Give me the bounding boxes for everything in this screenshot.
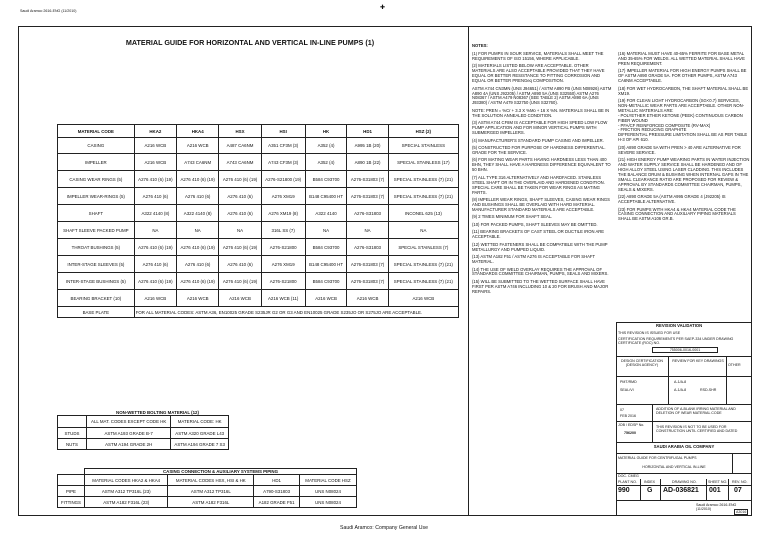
table-cell: A276 410 (6): [177, 256, 219, 273]
notes-heading: NOTES:: [472, 43, 488, 48]
row-label: INTER-STAGE SLEEVES (5): [58, 256, 135, 273]
note-item: (12) WETTED FASTENERS SHALL BE COMPATIBLE WITH THE PUMP METALLURGY AND PUMPED LIQUID.: [472, 241, 608, 252]
note-item: (13) ASTM A182 F51 / ASTM A276 IS ACCEPTABLE FOR SHAFT MATERIAL.: [472, 254, 595, 265]
table-cell: ASTM A182 F316L: [168, 497, 254, 508]
table-cell: A743 CA6NM: [177, 154, 219, 171]
material-header-3: HSX: [219, 125, 261, 138]
table-cell: A352 (4): [305, 138, 347, 154]
table-cell: A322 4140 (8): [134, 205, 176, 222]
table-cell: A276 410 (6): [219, 205, 261, 222]
note-item: NOTE: PREN = %Cr + 3.3 X %Mo + 16 X %N. MATERIALS SHALL BE IN THE SOLUTION ANNEALED CONDITION.: [472, 107, 610, 118]
table-cell: NA: [388, 222, 458, 239]
note-item: (18) FOR WET HYDROCARBON, THE SHAFT MATERIAL SHALL BE XM19.: [618, 85, 749, 96]
note-item: (6) FOR MATING WEAR PARTS HAVING HARDNESS LESS THAN 400 BHN, THEY SHALL HAVE A HARDNESS DIFFERENCE EQUIVALENT TO 50 BHN.: [472, 157, 611, 173]
company-name: SAUDI ARABIA OIL COMPANY: [653, 444, 715, 449]
table-row: [58, 154, 459, 171]
table-cell: A276-S31803 (7): [347, 256, 388, 273]
row-label: BEARING BRACKET (10): [58, 290, 135, 307]
other-label: OTHER: [728, 363, 741, 367]
material-table-body: [58, 138, 459, 318]
dept-c: SEAL/VI: [620, 388, 634, 392]
top-mark-icon: ✚: [380, 5, 386, 11]
bolting-table: [57, 410, 229, 450]
table-cell: A276 410 (6): [219, 256, 261, 273]
title-block: [616, 322, 752, 516]
table-row: [58, 256, 459, 273]
table-cell: A216 WCB: [134, 154, 176, 171]
row-label: INTER-STAGE BUSHINGS (5): [58, 273, 135, 290]
material-table: [57, 124, 459, 318]
table-cell: A216 WCB: [177, 290, 219, 307]
row-label: IMPELLER: [58, 154, 135, 171]
table-cell: A216 WCB: [388, 290, 458, 307]
note-item: (20) A890 GRADE 5A WITH PREN > 40 ARE ALTERNATIVE FOR SEVERE SERVICE.: [618, 144, 741, 155]
table-cell: NA: [177, 222, 219, 239]
row-label: BASE PLATE: [58, 307, 135, 318]
table-cell: UNS N08024: [299, 497, 356, 508]
row-label: THROAT BUSHINGS (5): [58, 239, 135, 256]
table-cell: A276 XM19: [261, 188, 305, 205]
table-cell: A276 410 (6): [134, 188, 176, 205]
index-header: INDEX: [644, 480, 655, 484]
note-item: (19) FOR CLEAN LIGHT HYDROCARBON (SG<0.7) SERVICES, NON-METALLIC WEAR PARTS ARE ACCEPTABLE. OTHER NON-METALLIC MATERIALS ARE: - POLYETHER ETHER KETONE (PEEK) CONTINUOUS CARBON FIBER WOUND - PFA/CF REINFORCED COMPOSITE (RV-MAX) - FRICTION REDUCING GRAPHITE DIFFERENTIAL PRESSURE LIMITATION SHALL BE AS PER TABLE H-3 OF API 610.: [618, 98, 748, 143]
bolting-col2: MATERIAL CODE: HK: [171, 416, 229, 428]
table-cell: B148 C95400 HT: [305, 256, 347, 273]
note-item: (17) IMPELLER MATERIAL FOR HIGH ENERGY PUMPS SHALL BE OF ASTM A890 GRADE 5A. FOR OTHER PUMPS, ASTM A743 CA6NM ACCEPTABLE.: [618, 68, 747, 84]
material-header-0: MATERIAL CODE: [58, 125, 135, 138]
table-cell: A276-S21800: [261, 239, 305, 256]
material-header-6: HD1: [347, 125, 388, 138]
revision-big: 07: [734, 487, 742, 494]
note-item: ASTM A744 CN3MN (UNS J94651) / ASTM A890 FB (UNS N08926) ASTM A890 4A (UNS J92205) / ASTM A890 5A (UNS S32550) ASTM A276 N08367 / ASTM A479 N08367 (SEE TABLE 2) ASTM A890 6A (UNS J93380) / ASTM A479 S32750 (UNS S32760).: [472, 85, 612, 106]
table-cell: A276-S21800 (19): [261, 171, 305, 188]
note-item: (16) MATERIAL MUST HAVE 40-65% FERRITE FOR BASE METAL AND 35-65% FOR WELDS. ALL WETTED MATERIAL SHALL HAVE PREN REQUIREMENT.: [618, 52, 745, 66]
table-cell: A216 WCB: [305, 290, 347, 307]
notes-column-2: [618, 52, 750, 320]
table-cell: A790-S31803: [254, 486, 300, 497]
design-cert-label: DESIGN CERTIFICATION (DESIGN AGENCY): [621, 359, 663, 368]
table-cell: A276 410 (6) (19): [219, 239, 261, 256]
this-revision-text: THIS REVISION IS ISSUED FOR USE: [618, 331, 681, 335]
table-cell: SPECIAL STAINLESS (7): [388, 239, 458, 256]
dept-d: A-1/A-8: [674, 388, 687, 392]
sheet-number: 001: [709, 487, 721, 494]
dept-a: PMT/RMD: [620, 380, 637, 384]
rev-header: REV. NO.: [732, 480, 748, 484]
table-row: [58, 239, 459, 256]
table-cell: SPECIAL STAINLESS (7) (21): [388, 256, 458, 273]
table-row: [58, 486, 357, 497]
note-item: (5) CONSTRUCTED FOR PURPOSE OF HARDNESS DIFFERENTIAL. GRADE FOR THE SERVICE.: [472, 145, 606, 155]
table-cell: B584 C93700: [305, 273, 347, 290]
table-cell: NA: [305, 222, 347, 239]
base-plate-text: FOR ALL MATERIAL CODES: ASTM A36, EN10025 GRADE S235JR G2 OR G3 AND EN10025 GRADE S235JO OR S275JO ARE ACCEPTABLE.: [134, 307, 458, 318]
row-label: CASING WEAR RINGS (5): [58, 171, 135, 188]
table-cell: A487 CA6NM: [219, 138, 261, 154]
certification-line: CERTIFICATION REQUIREMENTS PER SAEP-334 UNDER DRAWING CERTIFICATE (ROC) NO.: [618, 337, 734, 346]
table-cell: STUDS: [58, 428, 87, 439]
table-row: [58, 439, 229, 450]
material-header-4: HSI: [261, 125, 305, 138]
table-cell: ASTM A182 F316L (23): [85, 497, 168, 508]
table-row: [58, 171, 459, 188]
table-cell: A351 CF3M (3): [261, 138, 305, 154]
row-label: SHAFT SLEEVE PACKED PUMP: [58, 222, 135, 239]
note-item: (9) 2 TIMES MINIMUM FOR SHAFT SEAL.: [472, 214, 553, 220]
note-item: (3) ASTM A744 CF8M IS ACCEPTABLE FOR HIGH SPEED LOW FLOW PUMP APPLICATION AND FOR MINOR VERTICAL PUMPS WITH SUBMERGED IMPELLERS.: [472, 120, 608, 136]
table-cell: SPECIAL STAINLESS (7) (21): [388, 188, 458, 205]
table-cell: A276 410 (6) (19): [219, 273, 261, 290]
table-cell: A322 4140: [305, 205, 347, 222]
table-cell: ASTM A312 TP316L (23): [85, 486, 168, 497]
table-cell: A276 410 (6) (19): [134, 239, 176, 256]
material-header-5: HK: [305, 125, 347, 138]
doc-title-line-2: HORIZONTAL AND VERTICAL IN-LINE: [642, 465, 706, 469]
table-cell: A276-S31803 (7): [347, 171, 388, 188]
table-cell: PIPE: [58, 486, 85, 497]
table-row: [58, 290, 459, 307]
drawing-header: DRAWING NO.: [672, 480, 697, 484]
table-cell: A276 410 (6): [134, 256, 176, 273]
table-row: [58, 188, 459, 205]
table-cell: A276 410 (6) (19): [177, 239, 219, 256]
table-cell: INCONEL 625 (13): [388, 205, 458, 222]
table-cell: FITTINGS: [58, 497, 85, 508]
connection-header: MATERIAL CODES HKA2 & HKA4: [85, 475, 168, 486]
table-cell: B148 C95400 HT: [305, 188, 347, 205]
row-label: CASING: [58, 138, 135, 154]
connection-caption: CASING CONNECTION & AUXILIARY SYSTEMS PIPING: [85, 469, 357, 475]
base-plate-row: [58, 307, 459, 318]
table-cell: ASTM A193 GRADE B-7: [87, 428, 171, 439]
note-item: (15) WILL BE SUBMITTED TO THE WETTED SURFACE SHALL HAVE FIRST PER ASTM A746 INCLUDING 10 & 20 FOR BRUSH AND MAJOR REPAIRS.: [472, 278, 609, 294]
sheet-header: SHEET NO.: [708, 480, 728, 484]
revision-date: FEB 2016: [620, 414, 636, 418]
row-label: IMPELLER WEAR-RINGS (5): [58, 188, 135, 205]
table-cell: SPECIAL STAINLESS (17): [388, 154, 458, 171]
table-cell: A276-S31803 (7): [347, 273, 388, 290]
revision-number: 07: [620, 408, 624, 412]
note-item: (14) THE USE OF WELD OVERLAY REQUIRES THE APPROVAL OF STANDARDS COMMITTEE CHAIRMAN, PUMPS, SEALS AND MIXERS.: [472, 266, 609, 277]
table-cell: NA: [219, 222, 261, 239]
column-divider: [468, 26, 469, 516]
table-cell: A216 WCB: [134, 290, 176, 307]
doc-type: DOC. CMEG: [618, 474, 639, 478]
table-row: [58, 273, 459, 290]
table-row: [58, 428, 229, 439]
table-cell: ASTM A320 GRADE L43: [171, 428, 229, 439]
table-cell: A276 410 (6): [177, 188, 219, 205]
table-cell: A276-S31803: [347, 205, 388, 222]
page-footer: Saudi Aramco: Company General Use: [340, 525, 428, 531]
table-cell: A276 410 (6) (19): [134, 171, 176, 188]
table-cell: SPECIAL STAINLESS (7) (21): [388, 171, 458, 188]
table-cell: B584 C93700: [305, 171, 347, 188]
bolting-caption: NON-WETTED BOLTING MATERIAL (12): [87, 410, 229, 416]
table-cell: UNS N08024: [299, 486, 356, 497]
note-item: (1) FOR PUMPS IN SOUR SERVICE, MATERIALS SHALL MEET THE REQUIREMENTS OF ISO 15156, WHERE APPLICABLE.: [472, 52, 604, 61]
table-cell: NA: [134, 222, 176, 239]
table-cell: A216 WCB (11): [261, 290, 305, 307]
table-cell: ASTM A194 GRADE 7 S3: [171, 439, 229, 450]
review-key-label: REVIEW FOR KEY DRAWINGS: [672, 359, 724, 363]
notes-column-1: [472, 52, 612, 512]
table-cell: A276 410 (6): [219, 188, 261, 205]
table-cell: A276 410 (6) (19): [134, 273, 176, 290]
connection-header: MATERIAL CODE HSZ: [299, 475, 356, 486]
material-table-header-row: [58, 125, 459, 138]
material-header-1: HKA2: [134, 125, 176, 138]
table-cell: A276-S21800: [261, 273, 305, 290]
table-cell: SPECIAL STAINLESS (7) (21): [388, 273, 458, 290]
table-cell: 316L SS (7): [261, 222, 305, 239]
table-cell: A182 GRADE F51: [254, 497, 300, 508]
job-number: 756200: [624, 431, 636, 435]
table-cell: SPECIAL STAINLESS: [388, 138, 458, 154]
table-cell: A216 WCB: [219, 290, 261, 307]
table-cell: A276 410 (6) (19): [177, 273, 219, 290]
connection-header: MATERIAL CODES HSX, HSI & HK: [168, 475, 254, 486]
table-cell: A216 WCB: [177, 138, 219, 154]
note-item: (11) BEARING BRACKETS OF CAST STEEL OR DUCTILE IRON ARE ACCEPTABLE.: [472, 229, 605, 240]
revision-validation-label: REVISION VALIDATION: [656, 323, 703, 328]
table-cell: A743 CF3M (3): [261, 154, 305, 171]
note-item: (10) FOR PACKED PUMPS, SHAFT SLEEVES MAY BE OMITTED.: [472, 221, 598, 227]
note-item: (22) A890 GRADE 5A (ASTM A995 GRADE 4 (J92205) IS ACCEPTABLE ALTERNATIVE.: [618, 194, 726, 205]
roc-number: 755006-0016-0001: [652, 347, 718, 353]
note-item: (7) ALL TYPE 316 ALTERNATIVELY AND HARDFACED. STAINLESS STEEL SHAFT OR IN THE OVERLAID AND HARDENED CONDITION. SPECIAL CARE SHALL BE TAKEN FOR WEAR RINGS AS MATING PARTS.: [472, 174, 605, 195]
note-item: (23) FOR PUMPS WITH HKA4 & HKA4 MATERIAL CODE THE CASING CONNECTION AND AUXILIARY PIPING MATERIALS SHALL BE ASTM A106 GR.B.: [618, 206, 736, 222]
table-cell: A276 410 (6) (19): [177, 171, 219, 188]
note-item: (2) MATERIALS LISTED BELOW ARE ACCEPTABLE. OTHER MATERIALS ARE ALSO ACCEPTABLE PROVIDED THAT THEY HAVE EQUAL OR BETTER RESISTANCE TO PITTING CORROSION AND EQUAL OR BETTER PRENGeq COMPOSITION.: [472, 63, 605, 84]
note-item: (21) HIGH ENERGY PUMP WEARING PARTS IN WATER INJECTION AND WATER SUPPLY SERVICE SHALL BE HARDENED AND OF HIGH ALLOY STEEL USING LASER CLADDING. THIS INCLUDES THE BALANCE DRUM & BUSHING WHEN INTERNAL GAPS IN THE SMALL CLEARANCE RATIO ARE PROPOSED FOR REVIEW & APPROVAL BY STANDARDS COMMITTEE CHAIRMAN, PUMPS, SEALS & MIXERS.: [618, 157, 750, 192]
job-no-label: JOB / EDSP No.: [618, 423, 645, 427]
note-item: (8) IMPELLER WEAR RINGS, SHAFT SLEEVES, CASING WEAR RINGS AND BUSHINGS SHALL BE OVERLAID WITH HARD MATERIAL. MANUFACTURER STANDARD MATERIALS ARE ACCEPTABLE.: [472, 197, 610, 212]
table-cell: A216 WCB: [347, 290, 388, 307]
doc-title-line-1: MATERIAL GUIDE FOR CENTRIFUGAL PUMPS: [618, 456, 697, 460]
table-row: [58, 138, 459, 154]
table-cell: NUTS: [58, 439, 87, 450]
bolting-col1: ALL MAT. CODES EXCEPT CODE HK: [87, 416, 171, 428]
table-cell: A890 1B (22): [347, 154, 388, 171]
table-cell: A216 WCB: [134, 138, 176, 154]
dept-e: RSD-SHR: [700, 388, 717, 392]
material-header-7: HSZ (2): [388, 125, 458, 138]
table-cell: ASTM A312 TP316L: [168, 486, 254, 497]
not-for-construction-note: THIS REVISION IS NOT TO BE USED FOR CONSTRUCTION UNTIL CERTIFIED AND DATED: [656, 425, 738, 434]
form-code: Saudi Aramco 2616-ENG (11/2010): [20, 9, 77, 13]
table-cell: A743 CA6NM: [219, 154, 261, 171]
page-title: MATERIAL GUIDE FOR HORIZONTAL AND VERTICAL IN-LINE PUMPS (1): [125, 38, 375, 47]
note-item: (4) MANUFACTURER'S STANDARD PUMP CASING AND IMPELLER.: [472, 137, 604, 143]
material-header-2: HKA4: [177, 125, 219, 138]
table-row: [58, 222, 459, 239]
revision-description: ADDITION OF A-BLANK IRRING MATERIAL AND DELETION OF WEAR MATERIAL CODE: [656, 407, 736, 416]
table-cell: A276 XM19: [261, 256, 305, 273]
table-cell: A276-S31803: [347, 239, 388, 256]
table-cell: A322 4140 (8): [177, 205, 219, 222]
plant-number: 990: [618, 487, 630, 494]
table-cell: B584 C93700: [305, 239, 347, 256]
footer-box: A3016: [736, 510, 747, 514]
footer-code: Saudi Aramco 2616-ENG (11/2010): [696, 503, 737, 512]
row-label: SHAFT: [58, 205, 135, 222]
table-cell: A995 1B (20): [347, 138, 388, 154]
plant-header: PLANT NO.: [618, 480, 637, 484]
table-row: [58, 205, 459, 222]
index-value: G: [647, 487, 653, 494]
connection-header: HD1: [254, 475, 300, 486]
table-cell: A276 410 (6) (19): [219, 171, 261, 188]
dept-b: A-1/A-8: [674, 380, 687, 384]
table-cell: ASTM A194 GRADE 2H: [87, 439, 171, 450]
table-cell: NA: [347, 222, 388, 239]
connection-table: [57, 468, 357, 508]
table-row: [58, 497, 357, 508]
drawing-number: AD-036821: [663, 487, 699, 494]
table-cell: A352 (4): [305, 154, 347, 171]
table-cell: A276-S31803 (7): [347, 188, 388, 205]
table-cell: A276 XM19 (8): [261, 205, 305, 222]
